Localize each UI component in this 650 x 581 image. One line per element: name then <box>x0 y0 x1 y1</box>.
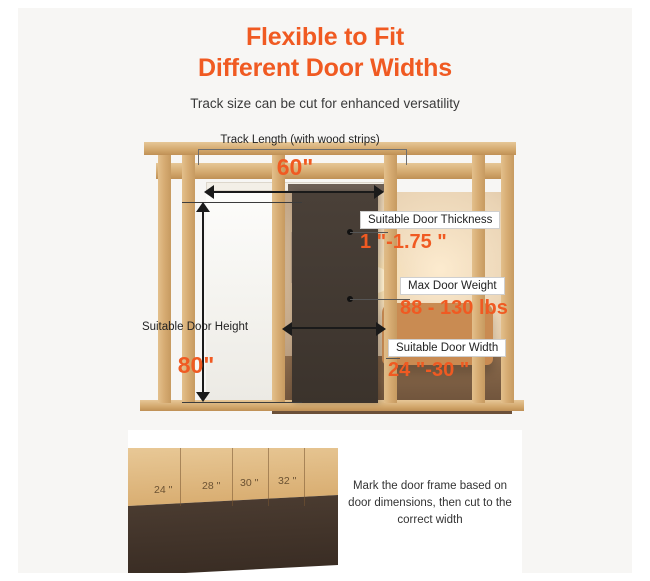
callout-door-thickness <box>360 210 500 254</box>
track-length-dimension <box>204 181 384 203</box>
callout-door-width <box>388 338 506 382</box>
callout-value: 24 "-30 " <box>388 359 470 381</box>
cut-instruction-card <box>128 430 522 573</box>
title-line-2: Different Door Widths <box>198 54 452 82</box>
mark-label: 28 " <box>202 480 221 492</box>
door-width-dimension <box>282 318 386 338</box>
top-margin <box>0 0 650 8</box>
callout-label: Suitable Door Width <box>388 339 506 357</box>
track-length-tick-right <box>406 149 407 165</box>
title-line-1: Flexible to Fit <box>245 23 405 51</box>
arrow-right-icon <box>376 322 386 336</box>
dimension-line <box>290 327 378 329</box>
door-height-dimension <box>141 202 249 402</box>
track-length-tick-left <box>198 149 199 165</box>
right-margin <box>632 0 650 581</box>
bottom-margin <box>0 573 650 581</box>
callout-label: Max Door Weight <box>400 277 505 295</box>
arrow-right-icon <box>374 185 384 199</box>
left-margin <box>0 0 18 581</box>
mark-label: 32 " <box>278 475 297 487</box>
callout-max-weight <box>400 276 508 320</box>
callout-value: 1 "-1.75 " <box>360 231 447 253</box>
arrow-down-icon <box>196 392 210 402</box>
height-tick-bottom <box>182 402 302 403</box>
track-length-label: Track Length (with wood strips) <box>220 134 380 146</box>
callout-label: Suitable Door Thickness <box>360 211 500 229</box>
page-title <box>0 22 650 84</box>
arrow-left-icon <box>282 322 292 336</box>
dimension-line <box>212 191 376 193</box>
cut-instruction-text: Mark the door frame based on door dimensions, then cut to the correct width <box>348 480 512 526</box>
callout-value: 88 - 130 lbs <box>400 297 508 319</box>
track-length-extension-line <box>198 149 406 150</box>
mark-label: 30 " <box>240 477 259 489</box>
door-height-value: 80" <box>177 352 215 378</box>
mark-label: 24 " <box>154 484 173 496</box>
page-subtitle: Track size can be cut for enhanced versatility <box>190 96 460 111</box>
door-height-label: Suitable Door Height <box>141 321 249 333</box>
wood-plank-illustration <box>128 448 338 573</box>
track-length-value: 60" <box>276 154 314 180</box>
width-marks <box>128 470 338 500</box>
plank-front-face <box>128 495 338 573</box>
